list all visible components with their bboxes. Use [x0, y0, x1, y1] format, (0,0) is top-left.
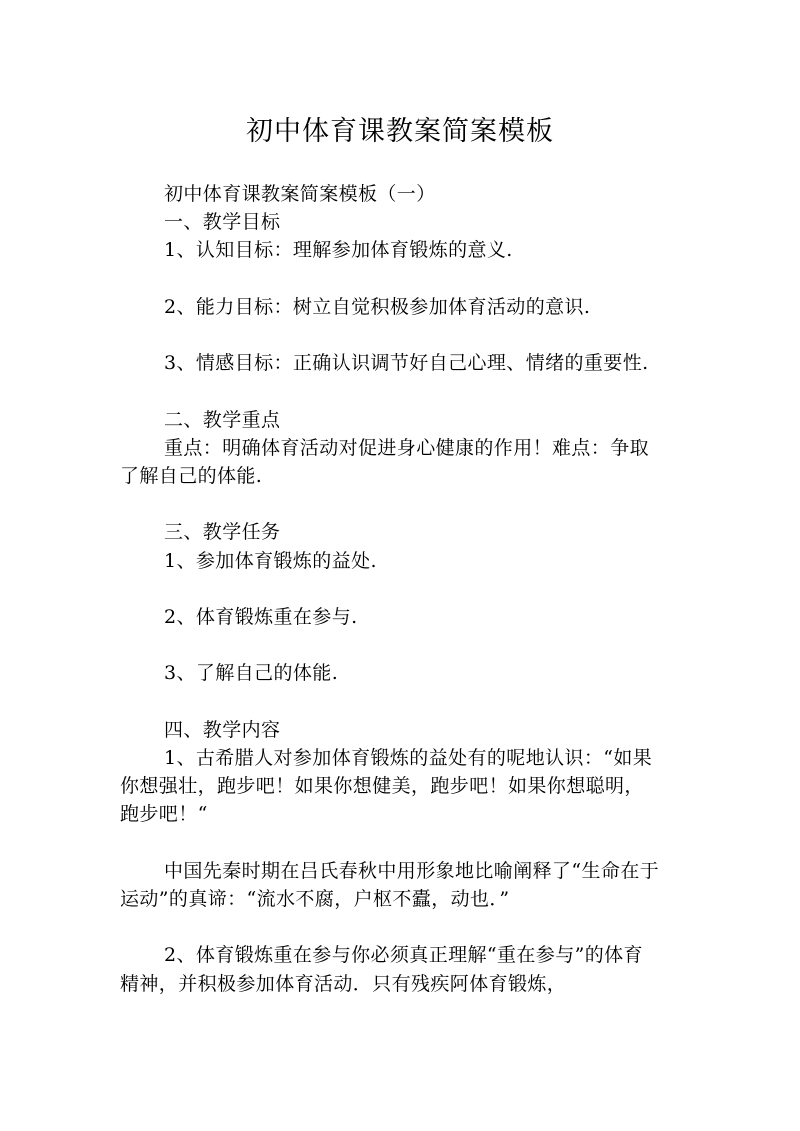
- paragraph-objective-2: 2、能力目标：树立自觉积极参加体育活动的意识.: [164, 295, 591, 318]
- blank-line: [120, 913, 660, 941]
- paragraph-task-3: 3、了解自己的体能.: [164, 662, 339, 685]
- section-heading-key-points: 二、教学重点: [164, 408, 281, 431]
- blank-line: [120, 829, 660, 857]
- paragraph-objective-3: 3、情感目标：正确认识调节好自己心理、情绪的重要性.: [164, 352, 649, 375]
- blank-line: [120, 575, 660, 603]
- paragraph-subtitle: 初中体育课教案简案模板（一）: [164, 183, 436, 205]
- document-title: 初中体育课教案简案模板: [246, 116, 554, 147]
- blank-line: [120, 265, 660, 293]
- paragraph-task-1: 1、参加体育锻炼的益处.: [164, 549, 377, 572]
- section-heading-objectives: 一、教学目标: [164, 211, 281, 234]
- paragraph-content-1: 1、古希腊人对参加体育锻炼的益处有的呢地认识：“如果你想强壮，跑步吧！如果你想健美，跑步吧！如果你想聪明，跑步吧！“: [120, 746, 653, 826]
- blank-line: [120, 490, 660, 518]
- paragraph-content-2: 2、体育锻炼重在参与你必须真正理解“重在参与”的体育精神，并积极参加体育活动．只有残疾阿体育锻炼，: [120, 944, 643, 995]
- blank-line: [120, 688, 660, 716]
- blank-line: [120, 377, 660, 405]
- paragraph-objective-1: 1、认知目标：理解参加体育锻炼的意义.: [164, 239, 513, 262]
- document-body: [120, 180, 660, 998]
- blank-line: [120, 321, 660, 349]
- section-heading-tasks: 三、教学任务: [164, 521, 281, 544]
- paragraph-task-2: 2、体育锻炼重在参与.: [164, 605, 358, 628]
- paragraph-content-quote: 中国先秦时期在吕氏春秋中用形象地比喻阐释了“生命在于运动”的真谛：“流水不腐，户枢不蠹，动也．”: [120, 859, 660, 910]
- paragraph-key-points: 重点：明确体育活动对促进身心健康的作用！难点：争取了解自己的体能.: [120, 436, 650, 487]
- section-heading-content: 四、教学内容: [164, 718, 281, 741]
- blank-line: [120, 631, 660, 659]
